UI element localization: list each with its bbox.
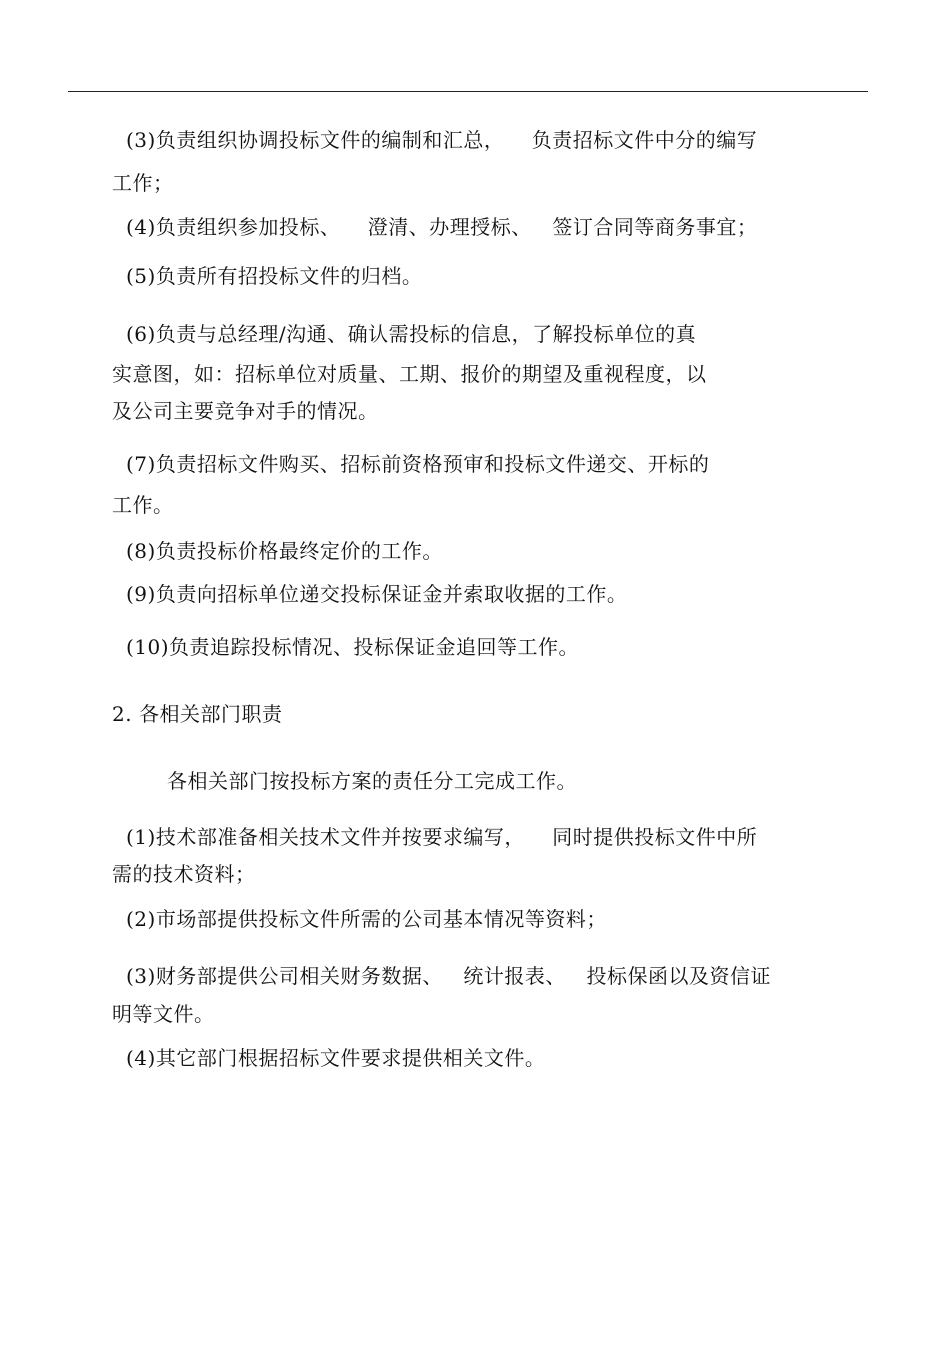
paragraph-line: (7)负责招标文件购买、招标前资格预审和投标文件递交、开标的 <box>126 452 710 476</box>
paragraph-line: (5)负责所有招投标文件的归档。 <box>126 264 423 288</box>
paragraph-line: 明等文件。 <box>112 1002 215 1026</box>
paragraph-line: 工作； <box>112 171 174 195</box>
paragraph-line: (8)负责投标价格最终定价的工作。 <box>126 539 443 563</box>
header-rule <box>68 91 868 92</box>
paragraph-line: (3)财务部提供公司相关财务数据、 统计报表、 投标保函以及资信证 <box>126 964 771 988</box>
paragraph-line: (4)其它部门根据招标文件要求提供相关文件。 <box>126 1046 546 1070</box>
paragraph-line: 各相关部门按投标方案的责任分工完成工作。 <box>167 769 577 793</box>
paragraph-line: 实意图，如：招标单位对质量、工期、报价的期望及重视程度，以 <box>112 362 707 386</box>
paragraph-line: (6)负责与总经理/沟通、确认需投标的信息，了解投标单位的真 <box>126 322 697 346</box>
paragraph-line: (4)负责组织参加投标、 澄清、办理授标、 签订合同等商务事宜； <box>126 215 758 239</box>
paragraph-line: (2)市场部提供投标文件所需的公司基本情况等资料； <box>126 907 607 931</box>
section-heading: 2. 各相关部门职责 <box>112 702 283 726</box>
paragraph-line: (3)负责组织协调投标文件的编制和汇总， 负责招标文件中分的编写 <box>126 128 758 152</box>
paragraph-line: 需的技术资料； <box>112 862 256 886</box>
paragraph-line: (10)负责追踪投标情况、投标保证金追回等工作。 <box>126 635 580 659</box>
paragraph-line: 工作。 <box>112 493 174 517</box>
paragraph-line: 及公司主要竞争对手的情况。 <box>112 399 379 423</box>
paragraph-line: (9)负责向招标单位递交投标保证金并索取收据的工作。 <box>126 582 628 606</box>
paragraph-line: (1)技术部准备相关技术文件并按要求编写， 同时提供投标文件中所 <box>126 825 758 849</box>
